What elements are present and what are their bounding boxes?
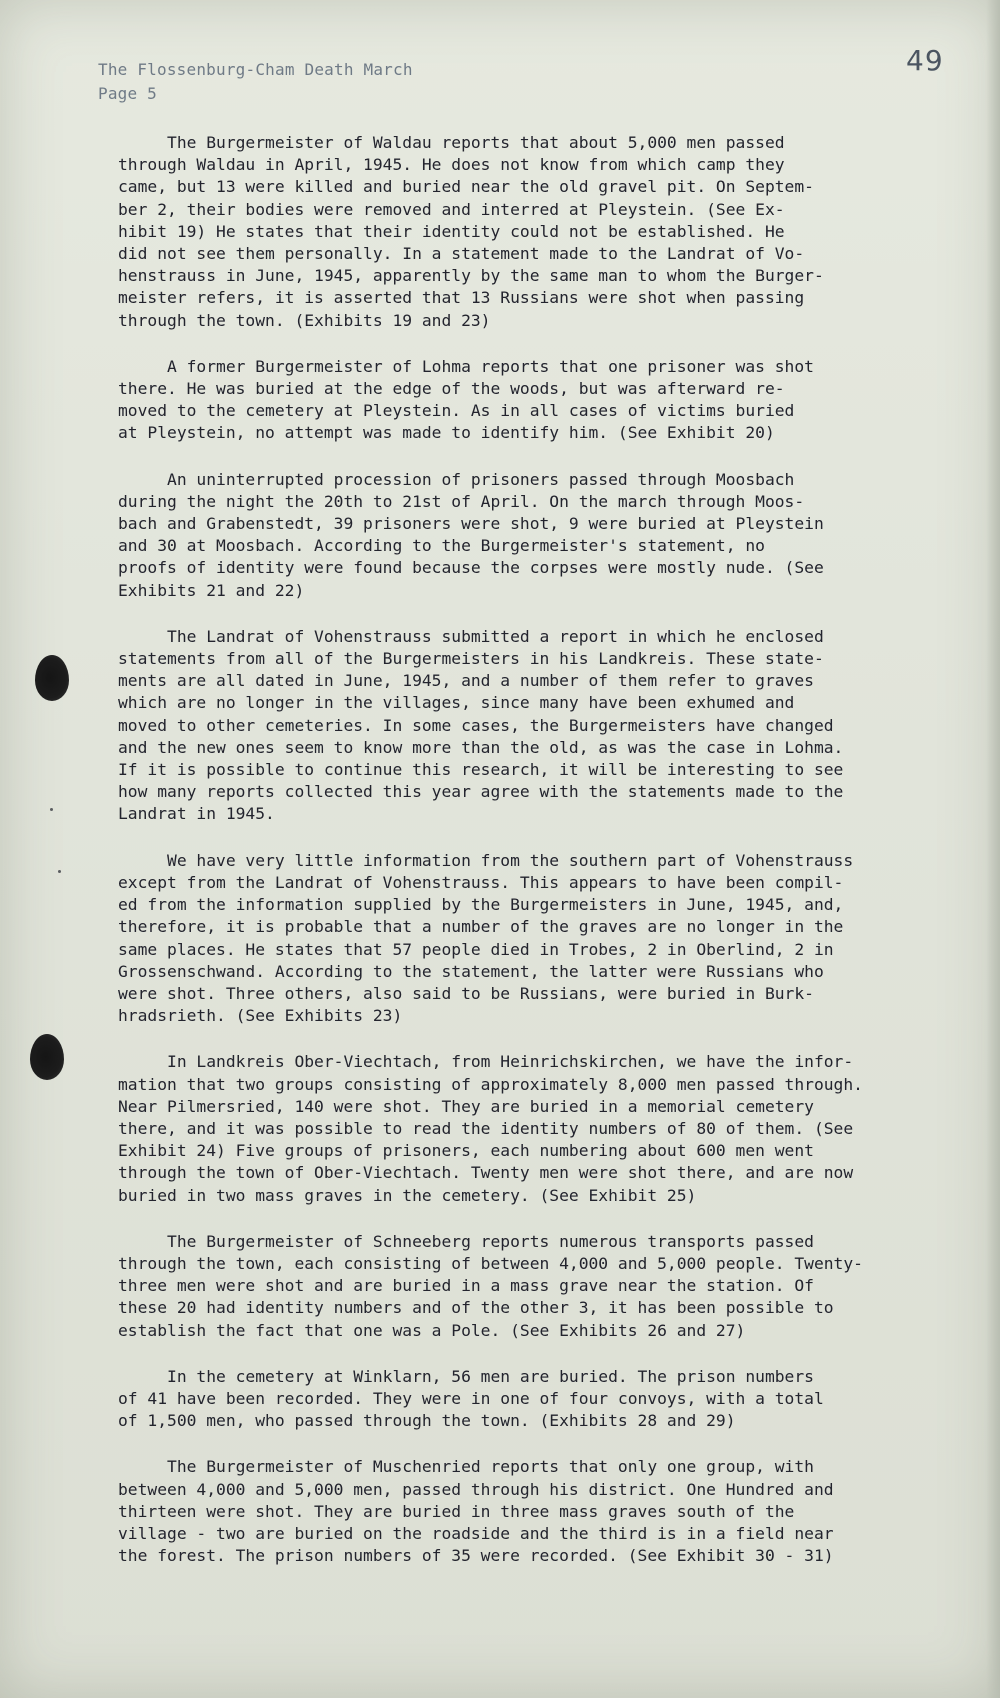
text-line: ments are all dated in June, 1945, and a number of them refer to graves	[118, 671, 814, 691]
paragraph	[118, 850, 918, 1028]
text-line: hradsrieth. (See Exhibits 23)	[118, 1006, 403, 1026]
text-line: henstrauss in June, 1945, apparently by the same man to whom the Burger-	[118, 266, 824, 286]
text-line: between 4,000 and 5,000 men, passed through his district. One Hundred and	[118, 1479, 834, 1499]
page-number: 49	[906, 44, 944, 77]
text-line: buried in two mass graves in the cemetery. (See Exhibit 25)	[118, 1185, 697, 1205]
text-line: A former Burgermeister of Lohma reports that one prisoner was shot	[118, 356, 814, 376]
paragraph	[118, 469, 918, 602]
text-line: these 20 had identity numbers and of the other 3, it has been possible to	[118, 1298, 834, 1318]
punch-hole	[35, 655, 69, 701]
page-edge-shadow	[986, 0, 1000, 1698]
text-line: Grossenschwand. According to the statement, the latter were Russians who	[118, 961, 824, 981]
text-line: Exhibits 21 and 22)	[118, 580, 305, 600]
text-line: meister refers, it is asserted that 13 Russians were shot when passing	[118, 288, 805, 308]
text-line: through Waldau in April, 1945. He does not know from which camp they	[118, 155, 785, 175]
text-line: during the night the 20th to 21st of April. On the march through Moos-	[118, 491, 805, 511]
paragraph	[118, 1456, 918, 1567]
paragraph	[118, 1231, 918, 1342]
text-line: Near Pilmersried, 140 were shot. They are buried in a memorial cemetery	[118, 1096, 814, 1116]
text-line: therefore, it is probable that a number of the graves are no longer in the	[118, 917, 844, 937]
header-title: The Flossenburg-Cham Death March	[98, 60, 413, 79]
text-line: same places. He states that 57 people died in Trobes, 2 in Oberlind, 2 in	[118, 939, 834, 959]
paragraph	[118, 1366, 918, 1433]
text-line: through the town of Ober-Viechtach. Twenty men were shot there, and are now	[118, 1163, 854, 1183]
text-line: hibit 19) He states that their identity could not be established. He	[118, 221, 785, 241]
text-line: came, but 13 were killed and buried near the old gravel pit. On Septem-	[118, 177, 814, 197]
text-line: An uninterrupted procession of prisoners passed through Moosbach	[118, 469, 795, 489]
text-line: proofs of identity were found because the corpses were mostly nude. (See	[118, 558, 824, 578]
text-line: moved to other cemeteries. In some cases, the Burgermeisters have changed	[118, 715, 834, 735]
paper-speck	[50, 808, 53, 811]
text-line: If it is possible to continue this research, it will be interesting to see	[118, 760, 844, 780]
text-line: there, and it was possible to read the identity numbers of 80 of them. (See	[118, 1118, 854, 1138]
text-line: establish the fact that one was a Pole. (See Exhibits 26 and 27)	[118, 1320, 746, 1340]
text-line: The Burgermeister of Schneeberg reports numerous transports passed	[118, 1231, 814, 1251]
paper-speck	[58, 870, 61, 873]
text-line: statements from all of the Burgermeisters in his Landkreis. These state-	[118, 649, 824, 669]
text-line: at Pleystein, no attempt was made to identify him. (See Exhibit 20)	[118, 423, 775, 443]
text-line: Landrat in 1945.	[118, 804, 275, 824]
page-header	[98, 58, 413, 106]
paragraph	[118, 1051, 918, 1206]
text-line: In Landkreis Ober-Viechtach, from Heinrichskirchen, we have the infor-	[118, 1052, 854, 1072]
text-line: were shot. Three others, also said to be Russians, were buried in Burk-	[118, 983, 814, 1003]
paragraph	[118, 356, 918, 445]
text-line: village - two are buried on the roadside and the third is in a field near	[118, 1523, 834, 1543]
text-line: and 30 at Moosbach. According to the Burgermeister's statement, no	[118, 536, 765, 556]
paragraph	[118, 626, 918, 826]
text-line: The Burgermeister of Waldau reports that about 5,000 men passed	[118, 133, 785, 152]
text-line: In the cemetery at Winklarn, 56 men are buried. The prison numbers	[118, 1366, 814, 1386]
header-page-label: Page 5	[98, 84, 157, 103]
text-line: The Landrat of Vohenstrauss submitted a report in which he enclosed	[118, 626, 824, 646]
text-line: mation that two groups consisting of approximately 8,000 men passed through.	[118, 1074, 863, 1094]
punch-hole	[30, 1034, 64, 1080]
text-line: ed from the information supplied by the Burgermeisters in June, 1945, and,	[118, 895, 844, 915]
text-line: except from the Landrat of Vohenstrauss. This appears to have been compil-	[118, 872, 844, 892]
text-line: The Burgermeister of Muschenried reports that only one group, with	[118, 1457, 814, 1477]
paragraph	[118, 132, 918, 332]
text-line: which are no longer in the villages, since many have been exhumed and	[118, 693, 795, 713]
text-line: through the town. (Exhibits 19 and 23)	[118, 310, 491, 330]
text-line: ber 2, their bodies were removed and interred at Pleystein. (See Ex-	[118, 199, 785, 219]
text-line: We have very little information from the southern part of Vohenstrauss	[118, 850, 854, 870]
text-line: three men were shot and are buried in a mass grave near the station. Of	[118, 1276, 814, 1296]
text-line: through the town, each consisting of between 4,000 and 5,000 people. Twenty-	[118, 1253, 863, 1273]
text-line: how many reports collected this year agree with the statements made to the	[118, 782, 844, 802]
text-line: the forest. The prison numbers of 35 were recorded. (See Exhibit 30 - 31)	[118, 1546, 834, 1566]
text-line: there. He was buried at the edge of the woods, but was afterward re-	[118, 379, 785, 399]
text-line: Exhibit 24) Five groups of prisoners, each numbering about 600 men went	[118, 1141, 814, 1161]
body-text	[118, 132, 918, 1591]
text-line: bach and Grabenstedt, 39 prisoners were shot, 9 were buried at Pleystein	[118, 514, 824, 534]
text-line: of 1,500 men, who passed through the town. (Exhibits 28 and 29)	[118, 1411, 736, 1431]
text-line: moved to the cemetery at Pleystein. As in all cases of victims buried	[118, 401, 795, 421]
text-line: did not see them personally. In a statement made to the Landrat of Vo-	[118, 244, 805, 264]
text-line: and the new ones seem to know more than the old, as was the case in Lohma.	[118, 737, 844, 757]
text-line: of 41 have been recorded. They were in one of four convoys, with a total	[118, 1388, 824, 1408]
text-line: thirteen were shot. They are buried in three mass graves south of the	[118, 1501, 795, 1521]
